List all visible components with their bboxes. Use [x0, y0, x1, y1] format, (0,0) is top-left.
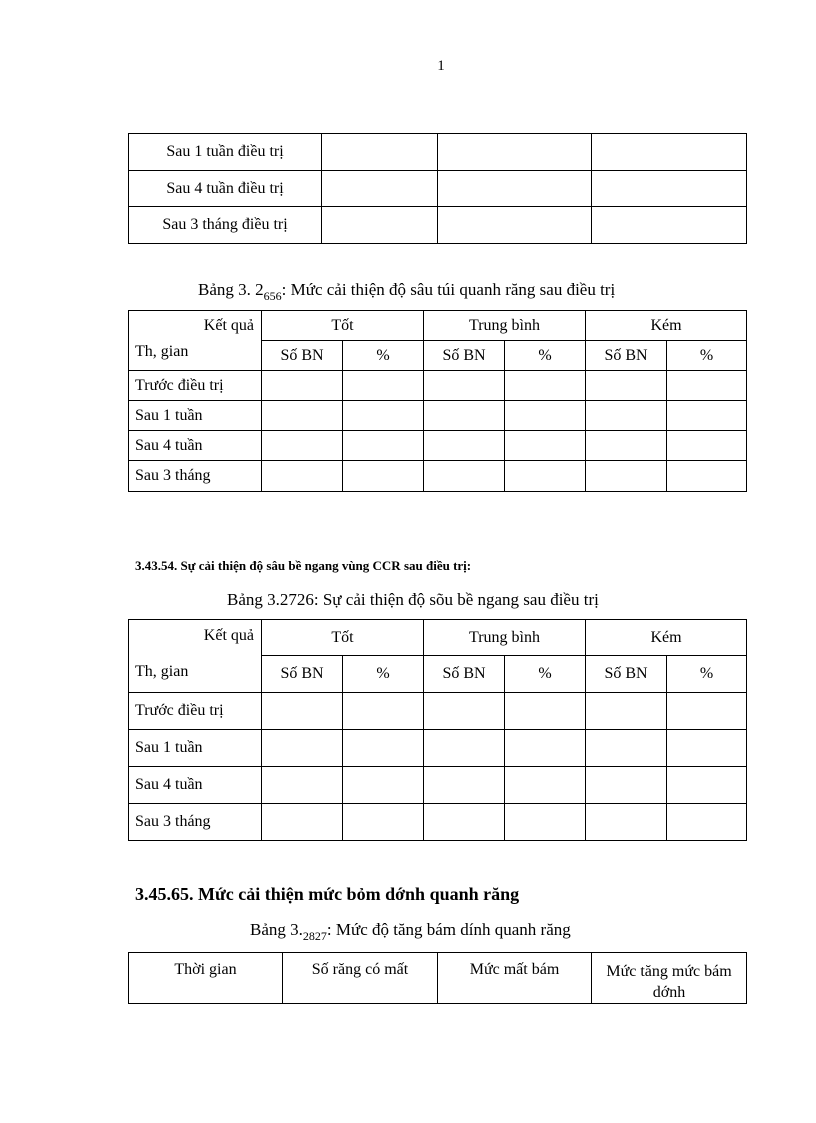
- corner-top-label: Kết quả: [203, 317, 254, 334]
- caption-subscript: 656: [263, 289, 282, 303]
- sub-header: %: [343, 341, 424, 371]
- sub-header: %: [505, 656, 586, 693]
- row-label: Sau 3 tháng: [129, 804, 262, 841]
- sub-header: Số BN: [424, 341, 505, 371]
- row-label: Sau 4 tuần điều trị: [129, 171, 322, 207]
- table-row: [129, 730, 747, 767]
- sub-header: %: [505, 341, 586, 371]
- row-label: Sau 3 tháng: [129, 461, 262, 492]
- group-header: Tốt: [262, 311, 424, 341]
- table-continuation: [128, 133, 747, 244]
- column-header: Mức tăng mức bám dớnh: [592, 953, 747, 1004]
- caption-suffix: : Mức cải thiện độ sâu túi quanh răng sau điều trị: [281, 280, 616, 299]
- table-pocket-depth: [128, 310, 747, 492]
- column-header: Thời gian: [129, 953, 283, 1004]
- corner-bottom-label: Th, gian: [135, 663, 189, 680]
- row-label: Sau 3 tháng điều trị: [129, 207, 322, 244]
- group-header: Trung bình: [424, 311, 586, 341]
- sub-header: Số BN: [586, 656, 667, 693]
- sub-header: Số BN: [262, 341, 343, 371]
- caption-prefix: Bảng 3.: [250, 920, 303, 939]
- table-row: [129, 371, 747, 401]
- table-row: [129, 171, 747, 207]
- corner-top-label: Kết quả: [203, 627, 254, 644]
- row-label: Sau 1 tuần điều trị: [129, 134, 322, 171]
- table-caption-2: Bảng 3.2726: Sự cải thiện độ sõu bề ngang sau điều trị: [227, 590, 599, 609]
- sub-header: %: [667, 656, 747, 693]
- group-header: Kém: [586, 620, 747, 656]
- column-header: Mức mất bám: [438, 953, 592, 1004]
- corner-header: [129, 620, 262, 693]
- page-number: 1: [437, 58, 445, 74]
- table-row: [129, 207, 747, 244]
- row-label: Sau 4 tuần: [129, 431, 262, 461]
- table-attachment: [128, 952, 747, 1004]
- table-row: [129, 431, 747, 461]
- table-row: [129, 461, 747, 492]
- table-row: [129, 134, 747, 171]
- row-label: Trước điều trị: [129, 371, 262, 401]
- sub-header: %: [667, 341, 747, 371]
- caption-suffix: : Mức độ tăng bám dính quanh răng: [326, 920, 571, 939]
- section-heading: 3.45.65. Mức cải thiện mức bỏm dớnh quanh răng: [135, 884, 520, 904]
- caption-prefix: Bảng 3. 2: [198, 280, 264, 299]
- table-horizontal-depth: [128, 619, 747, 841]
- sub-header: Số BN: [262, 656, 343, 693]
- sub-header: Số BN: [424, 656, 505, 693]
- row-label: Sau 1 tuần: [129, 401, 262, 431]
- group-header: Trung bình: [424, 620, 586, 656]
- table-caption-3: [250, 920, 571, 943]
- table-row: [129, 401, 747, 431]
- column-header: Số răng có mất: [283, 953, 438, 1004]
- table-row: [129, 767, 747, 804]
- corner-header: [129, 311, 262, 371]
- table-caption-1: [198, 280, 616, 303]
- section-heading-small: 3.43.54. Sự cải thiện độ sâu bề ngang vùng CCR sau điều trị:: [135, 558, 472, 573]
- caption-subscript: 2827: [302, 929, 327, 943]
- group-header: Kém: [586, 311, 747, 341]
- sub-header: Số BN: [586, 341, 667, 371]
- row-label: Sau 1 tuần: [129, 730, 262, 767]
- sub-header: %: [343, 656, 424, 693]
- row-label: Sau 4 tuần: [129, 767, 262, 804]
- group-header: Tốt: [262, 620, 424, 656]
- corner-bottom-label: Th, gian: [135, 343, 189, 360]
- table-row: [129, 693, 747, 730]
- row-label: Trước điều trị: [129, 693, 262, 730]
- table-row: [129, 804, 747, 841]
